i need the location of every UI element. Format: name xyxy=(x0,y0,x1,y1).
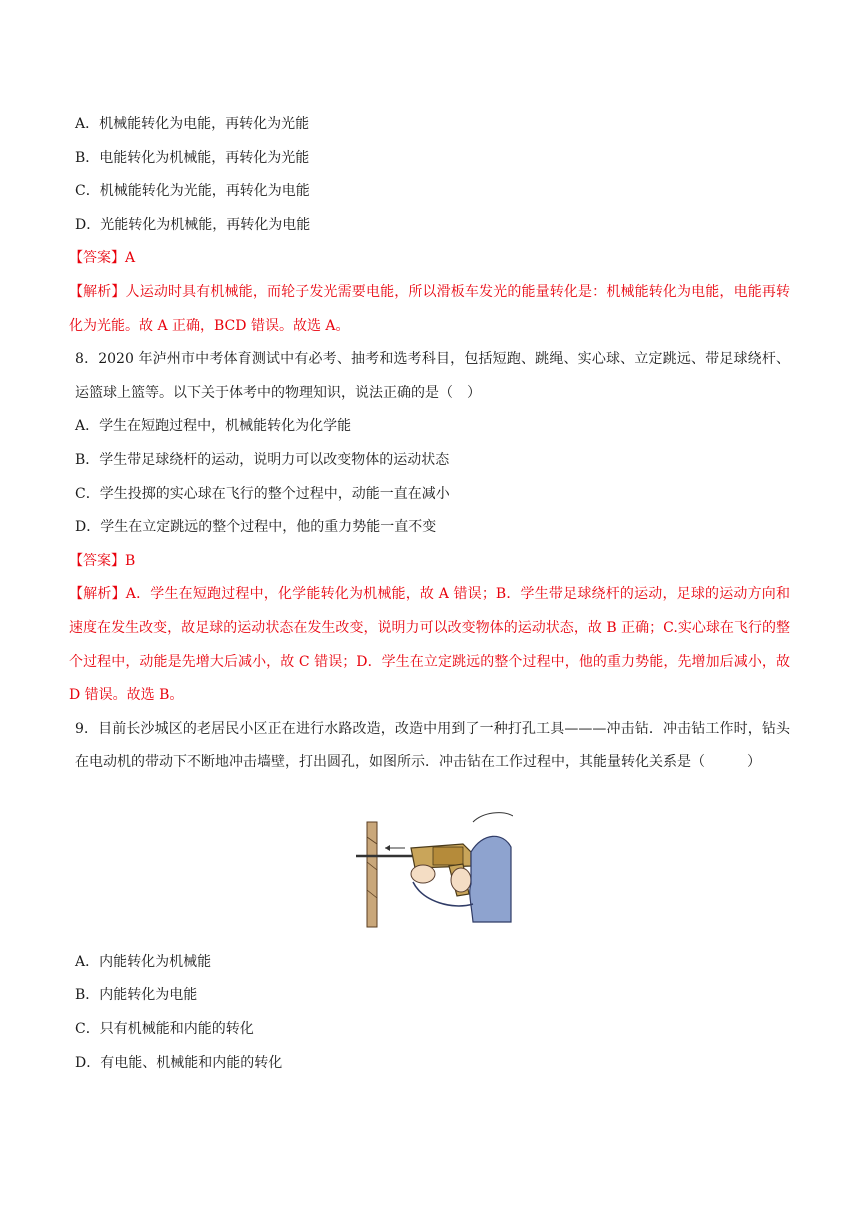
q7-option-d: D．光能转化为机械能，再转化为电能 xyxy=(75,216,311,233)
q8-analysis: 【解析】A．学生在短跑过程中，化学能转化为机械能，故 A 错误；B．学生带足球绕杆的运动，足球的运动方向和速度在发生改变，故足球的运动状态在发生改变，说明力可以改变物体的运动状态，故 B 正确；C.实心球在飞行的整个过程中，动能是先增大后减小，故 C 错误；D．学生在立定跳远的整个过程中，他的重力势能，先增加后减小，故 D 错误。故选 B。 xyxy=(69,586,790,704)
q7-analysis: 【解析】人运动时具有机械能，而轮子发光需要电能，所以滑板车发光的能量转化是：机械能转化为电能，电能再转化为光能。故 A 正确，BCD 错误。故选 A。 xyxy=(69,283,790,334)
impact-drill-figure xyxy=(75,792,790,942)
q9-option-c: C．只有机械能和内能的转化 xyxy=(75,1021,254,1038)
q8-option-d: D．学生在立定跳远的整个过程中，他的重力势能一直不变 xyxy=(75,519,437,536)
q9-option-a: A．内能转化为机械能 xyxy=(75,953,212,970)
q8-option-c: C．学生投掷的实心球在飞行的整个过程中，动能一直在减小 xyxy=(75,485,450,502)
q9-stem: 9．目前长沙城区的老居民小区正在进行水路改造，改造中用到了一种打孔工具———冲击钻．冲击钻工作时，钻头在电动机的带动下不断地冲击墙壁，打出圆孔，如图所示．冲击钻在工作过程中，其能量转化关系是（ ） xyxy=(75,720,790,771)
sleeve-shape xyxy=(470,836,511,922)
document-page xyxy=(69,108,790,1080)
q8-stem: 8．2020 年泸州市中考体育测试中有必考、抽考和选考科目，包括短跑、跳绳、实心球、立定跳远、带足球绕杆、运篮球上篮等。以下关于体考中的物理知识，说法正确的是（ ） xyxy=(75,351,790,401)
q7-option-a: A．机械能转化为电能，再转化为光能 xyxy=(75,116,310,132)
q8-answer: 【答案】B xyxy=(69,552,136,569)
q8-option-a: A．学生在短跑过程中，机械能转化为化学能 xyxy=(75,418,352,435)
q7-option-b: B．电能转化为机械能，再转化为光能 xyxy=(75,149,310,166)
impact-drill-illustration xyxy=(353,792,513,932)
q7-answer: 【答案】A xyxy=(69,250,136,267)
q9-option-b: B．内能转化为电能 xyxy=(75,987,198,1004)
q7-option-c: C．机械能转化为光能，再转化为电能 xyxy=(75,183,310,200)
q9-option-d: D．有电能、机械能和内能的转化 xyxy=(75,1054,283,1071)
q8-option-b: B．学生带足球绕杆的运动，说明力可以改变物体的运动状态 xyxy=(75,451,450,468)
